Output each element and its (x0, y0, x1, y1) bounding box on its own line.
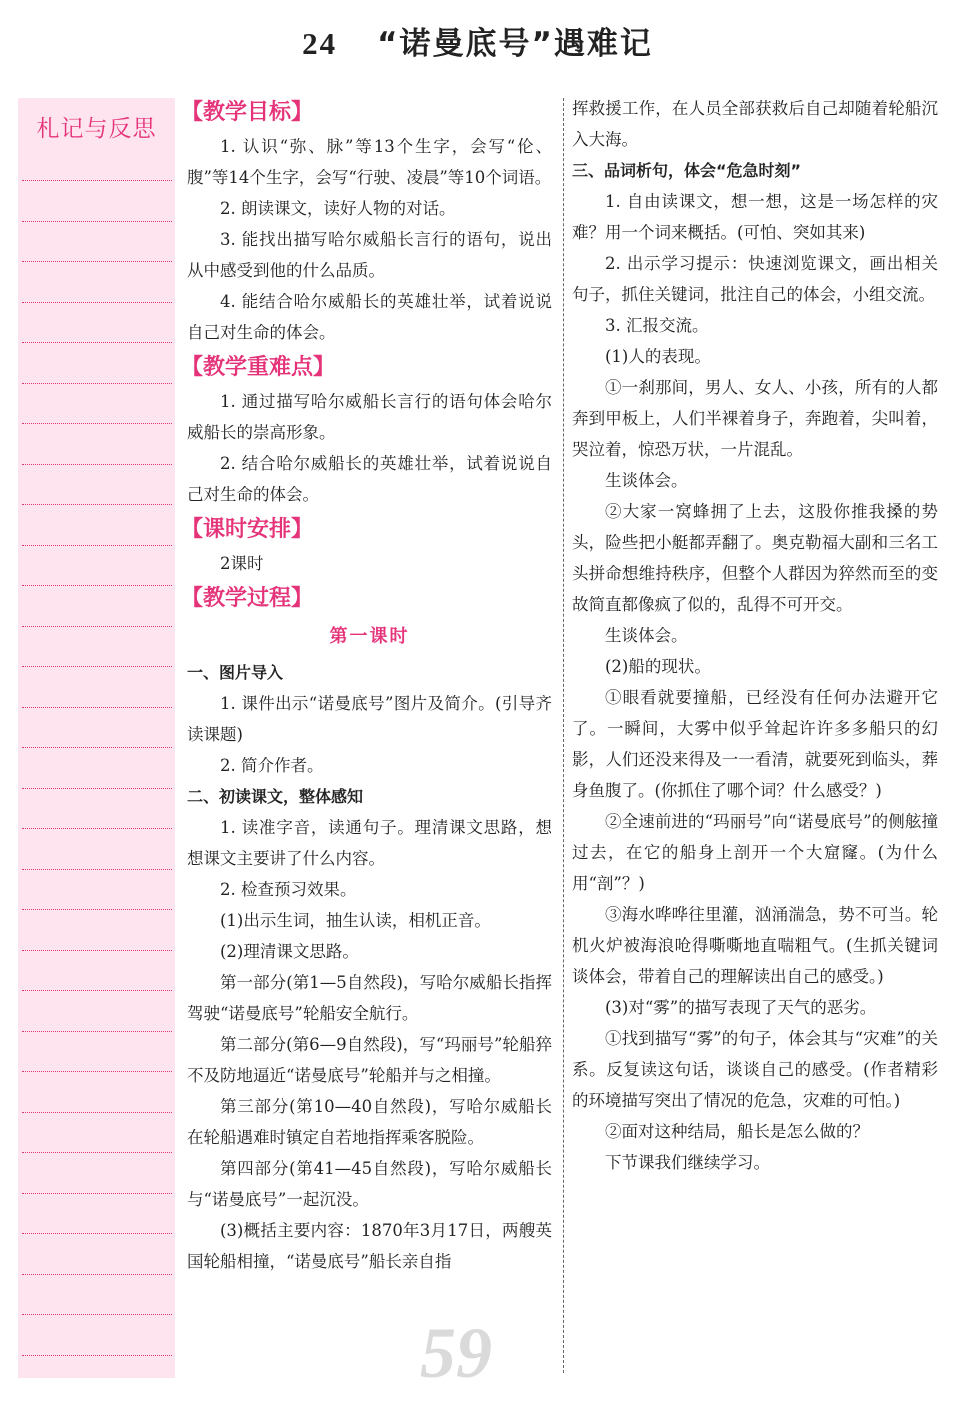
note-line (22, 504, 172, 505)
note-line (22, 1071, 172, 1072)
right-paragraph: 挥救援工作，在人员全部获救后自己却随着轮船沉入大海。 (572, 99, 938, 149)
right-paragraph: 1. 自由读课文，想一想，这是一场怎样的灾难？用一个词来概括。(可怕、突如其来) (572, 192, 938, 242)
left-paragraph: 2课时 (220, 554, 264, 573)
section-heading: 【教学过程】 (181, 586, 314, 611)
left-paragraph: 2. 朗读课文，读好人物的对话。 (220, 199, 456, 218)
section-heading: 【教学重难点】 (181, 355, 336, 380)
right-paragraph: 2. 出示学习提示：快速浏览课文，画出相关句子，抓住关键词，批注自己的体会，小组交流。 (572, 254, 938, 304)
note-line (22, 464, 172, 465)
note-line (22, 261, 172, 262)
note-line (22, 423, 172, 424)
left-paragraph: (1)出示生词，抽生认读，相机正音。 (220, 911, 491, 930)
right-paragraph: ①一刹那间，男人、女人、小孩，所有的人都奔到甲板上，人们半裸着身子，奔跑着，尖叫着，哭泣着，惊恐万状，一片混乱。 (572, 378, 938, 459)
note-line (22, 302, 172, 303)
note-line (22, 707, 172, 708)
left-paragraph: (2)理清课文思路。 (220, 942, 359, 961)
left-paragraph: 2. 简介作者。 (220, 756, 324, 775)
notes-sidebar (18, 98, 175, 1378)
right-paragraph: 生谈体会。 (605, 626, 688, 645)
note-line (22, 1314, 172, 1315)
right-paragraph: 下节课我们继续学习。 (605, 1153, 770, 1172)
page-number: 59 (420, 1313, 492, 1393)
column-divider (563, 98, 564, 1373)
left-paragraph: 第二部分(第6—9自然段)，写“玛丽号”轮船猝不及防地逼近“诺曼底号”轮船并与之相撞。 (187, 1035, 552, 1085)
note-line (22, 221, 172, 222)
lesson-number: 24 (302, 26, 338, 61)
note-line (22, 788, 172, 789)
right-paragraph: ①眼看就要撞船，已经没有任何办法避开它了。一瞬间，大雾中似乎耸起许许多多船只的幻影，人们还没来得及一一看清，就要死到临头，葬身鱼腹了。(你抓住了哪个词？什么感受？) (572, 688, 938, 800)
subsection-heading: 一、图片导入 (187, 663, 284, 682)
left-paragraph: 第四部分(第41—45自然段)，写哈尔威船长与“诺曼底号”一起沉没。 (187, 1159, 552, 1209)
note-line (22, 869, 172, 870)
left-paragraph: 2. 检查预习效果。 (220, 880, 357, 899)
left-paragraph: 4. 能结合哈尔威船长的英雄壮举，试着说说自己对生命的体会。 (187, 292, 552, 342)
right-paragraph: ②大家一窝蜂拥了上去，这股你推我搡的势头，险些把小艇都弄翻了。奥克勒福大副和三名工头拼命想维持秩序，但整个人群因为猝然而至的变故简直都像疯了似的，乱得不可开交。 (572, 502, 938, 614)
left-paragraph: (3)概括主要内容：1870年3月17日，两艘英国轮船相撞，“诺曼底号”船长亲自指 (187, 1221, 552, 1271)
note-line (22, 1152, 172, 1153)
left-paragraph: 1. 读准字音，读通句子。理清课文思路，想想课文主要讲了什么内容。 (187, 818, 552, 868)
note-line (22, 180, 172, 181)
note-line (22, 342, 172, 343)
note-line (22, 666, 172, 667)
right-paragraph: 生谈体会。 (605, 471, 688, 490)
right-paragraph: ③海水哗哗往里灌，汹涌湍急，势不可当。轮机火炉被海浪呛得嘶嘶地直喘粗气。(生抓关键词谈体会，带着自己的理解读出自己的感受。) (572, 905, 938, 986)
subsection-heading: 二、初读课文，整体感知 (187, 787, 364, 806)
left-paragraph: 第一部分(第1—5自然段)，写哈尔威船长指挥驾驶“诺曼底号”轮船安全航行。 (187, 973, 552, 1023)
note-line (22, 1355, 172, 1356)
note-line (22, 1031, 172, 1032)
note-line (22, 545, 172, 546)
left-paragraph: 2. 结合哈尔威船长的英雄壮举，试着说说自己对生命的体会。 (187, 454, 552, 504)
right-paragraph: (2)船的现状。 (605, 657, 711, 676)
left-paragraph: 3. 能找出描写哈尔威船长言行的语句，说出从中感受到他的什么品质。 (187, 230, 552, 280)
right-paragraph: (1)人的表现。 (605, 347, 711, 366)
note-line (22, 1233, 172, 1234)
note-line (22, 828, 172, 829)
note-line (22, 909, 172, 910)
note-line (22, 1112, 172, 1113)
right-paragraph: ②面对这种结局，船长是怎么做的？ (605, 1122, 869, 1141)
left-paragraph: 1. 认识“弥、脉”等13个生字，会写“伦、腹”等14个生字，会写“行驶、凌晨”等10个词语。 (187, 137, 552, 187)
section-heading: 【教学目标】 (181, 100, 314, 125)
left-column (181, 93, 552, 1277)
right-paragraph: (3)对“雾”的描写表现了天气的恶劣。 (605, 998, 877, 1017)
subsection-heading: 三、品词析句，体会“危急时刻” (572, 161, 802, 180)
note-line (22, 1193, 172, 1194)
left-paragraph: 1. 通过描写哈尔威船长言行的语句体会哈尔威船长的崇高形象。 (187, 392, 552, 442)
note-line (22, 626, 172, 627)
lesson-title (0, 18, 955, 63)
notes-heading: 札记与反思 (36, 116, 157, 142)
right-paragraph: 3. 汇报交流。 (605, 316, 709, 335)
note-line (22, 1274, 172, 1275)
lesson-title-text: “诺曼底号”遇难记 (377, 26, 653, 62)
left-paragraph: 第三部分(第10—40自然段)，写哈尔威船长在轮船遇难时镇定自若地指挥乘客脱险。 (187, 1097, 552, 1147)
note-line (22, 383, 172, 384)
note-line (22, 990, 172, 991)
right-column (572, 93, 938, 1178)
note-line (22, 950, 172, 951)
section-heading: 【课时安排】 (181, 517, 314, 542)
right-paragraph: ②全速前进的“玛丽号”向“诺曼底号”的侧舷撞过去，在它的船身上剖开一个大窟窿。(为什么用“剖”？) (572, 812, 938, 893)
left-paragraph: 1. 课件出示“诺曼底号”图片及简介。(引导齐读课题) (187, 694, 552, 744)
note-line (22, 747, 172, 748)
lesson-heading: 第一课时 (329, 626, 410, 647)
right-paragraph: ①找到描写“雾”的句子，体会其与“灾难”的关系。反复读这句话，谈谈自己的感受。(作者精彩的环境描写突出了情况的危急，灾难的可怕。) (572, 1029, 938, 1110)
note-line (22, 585, 172, 586)
